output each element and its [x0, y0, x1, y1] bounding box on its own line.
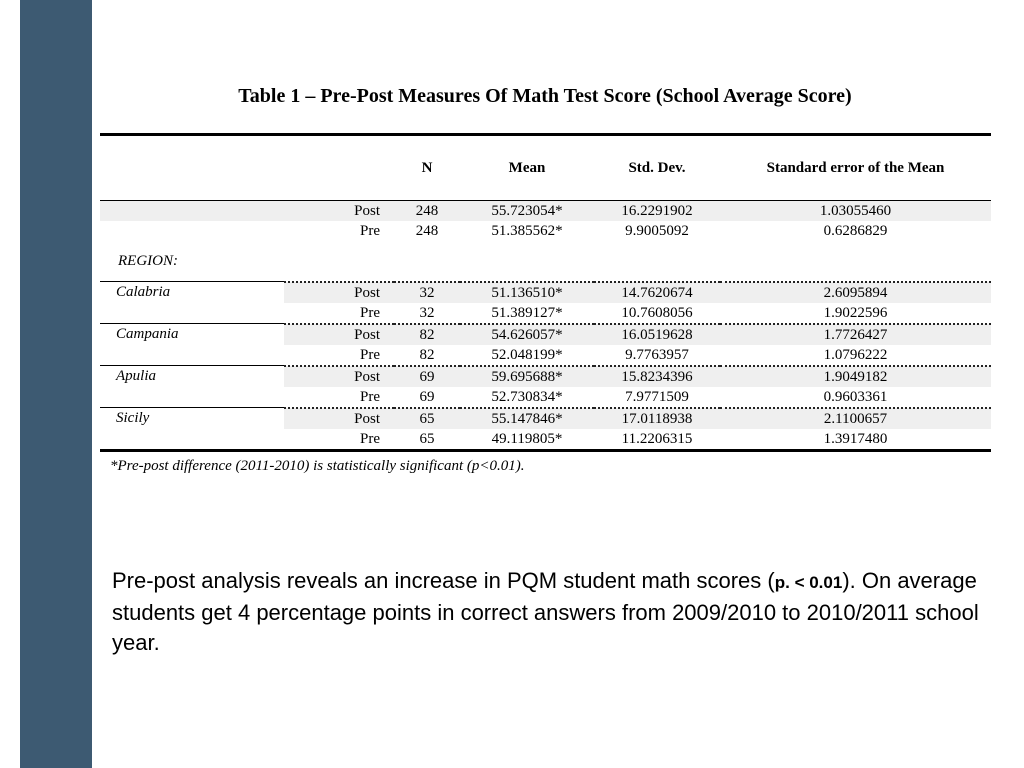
group-cell: Post — [284, 408, 394, 429]
table-row — [100, 408, 991, 429]
header-std-dev: Std. Dev. — [628, 160, 686, 176]
table-row — [100, 324, 991, 345]
header-std-error: Standard error of the Mean — [766, 160, 945, 176]
region-name: Sicily — [116, 410, 150, 427]
mean-cell: 52.048199* — [460, 345, 594, 366]
table-row — [100, 221, 991, 241]
sd-cell: 14.7620674 — [594, 282, 720, 303]
table-title: Table 1 – Pre-Post Measures Of Math Test Score (School Average Score) — [238, 85, 852, 107]
mean-cell: 51.136510* — [460, 282, 594, 303]
table-header-row — [100, 135, 991, 201]
sd-cell: 16.0519628 — [594, 324, 720, 345]
summary-text-2: ). On average students get 4 percentage points in correct answers from 2009/2010 to 2010/2011 school year. — [112, 568, 979, 655]
se-cell: 2.1100657 — [720, 408, 991, 429]
se-cell: 0.9603361 — [720, 387, 991, 408]
se-cell: 1.03055460 — [720, 201, 991, 222]
se-cell: 2.6095894 — [720, 282, 991, 303]
n-cell: 65 — [394, 408, 460, 429]
sd-cell: 7.9771509 — [594, 387, 720, 408]
table-row — [100, 345, 991, 366]
mean-cell: 51.385562* — [491, 223, 563, 239]
n-cell: 65 — [394, 429, 460, 451]
table-row — [100, 282, 991, 303]
group-cell: Post — [284, 366, 394, 387]
se-cell: 0.6286829 — [823, 223, 888, 239]
group-cell: Post — [284, 282, 394, 303]
n-cell: 69 — [394, 387, 460, 408]
table-row — [100, 387, 991, 408]
table-row — [100, 303, 991, 324]
table-row — [100, 429, 991, 451]
header-group — [284, 135, 394, 201]
se-cell: 1.9022596 — [720, 303, 991, 324]
group-cell: Pre — [284, 345, 394, 366]
mean-cell: 59.695688* — [460, 366, 594, 387]
region-name: Calabria — [116, 284, 171, 301]
n-cell: 248 — [415, 223, 439, 239]
sidebar-band — [20, 0, 92, 768]
group-cell: Pre — [284, 429, 394, 451]
summary-text-1: Pre-post analysis reveals an increase in PQM student math scores ( — [112, 568, 775, 593]
sd-cell: 16.2291902 — [594, 201, 720, 222]
header-mean: Mean — [508, 160, 546, 176]
mean-cell: 55.147846* — [460, 408, 594, 429]
header-n: N — [421, 160, 433, 176]
group-cell: Post — [284, 324, 394, 345]
mean-cell: 52.730834* — [460, 387, 594, 408]
se-cell: 1.9049182 — [720, 366, 991, 387]
summary-paragraph — [112, 566, 1012, 658]
table-row — [100, 366, 991, 387]
mean-cell: 49.119805* — [460, 429, 594, 451]
mean-cell: 54.626057* — [460, 324, 594, 345]
group-cell: Pre — [284, 303, 394, 324]
mean-cell: 51.389127* — [460, 303, 594, 324]
sd-cell: 17.0118938 — [594, 408, 720, 429]
group-cell: Pre — [360, 223, 380, 239]
data-table — [100, 133, 991, 452]
results-table — [100, 133, 991, 452]
n-cell: 248 — [394, 201, 460, 222]
mean-cell: 55.723054* — [460, 201, 594, 222]
sd-cell: 15.8234396 — [594, 366, 720, 387]
n-cell: 32 — [394, 282, 460, 303]
sd-cell: 9.9005092 — [625, 223, 689, 239]
n-cell: 69 — [394, 366, 460, 387]
sd-cell: 9.7763957 — [594, 345, 720, 366]
region-label-row — [100, 241, 991, 282]
table-row — [100, 201, 991, 222]
table-footnote: *Pre-post difference (2011-2010) is statistically significant (p<0.01). — [110, 458, 525, 474]
n-cell: 82 — [394, 345, 460, 366]
region-name: Apulia — [116, 368, 156, 385]
sd-cell: 10.7608056 — [594, 303, 720, 324]
se-cell: 1.0796222 — [720, 345, 991, 366]
region-label: REGION: — [100, 241, 284, 282]
se-cell: 1.7726427 — [720, 324, 991, 345]
group-cell: Pre — [284, 387, 394, 408]
region-name: Campania — [116, 326, 179, 343]
group-cell: Post — [284, 201, 394, 222]
sd-cell: 11.2206315 — [594, 429, 720, 451]
p-value: p. < 0.01 — [774, 573, 843, 592]
n-cell: 82 — [394, 324, 460, 345]
se-cell: 1.3917480 — [720, 429, 991, 451]
header-region — [100, 135, 284, 201]
n-cell: 32 — [394, 303, 460, 324]
